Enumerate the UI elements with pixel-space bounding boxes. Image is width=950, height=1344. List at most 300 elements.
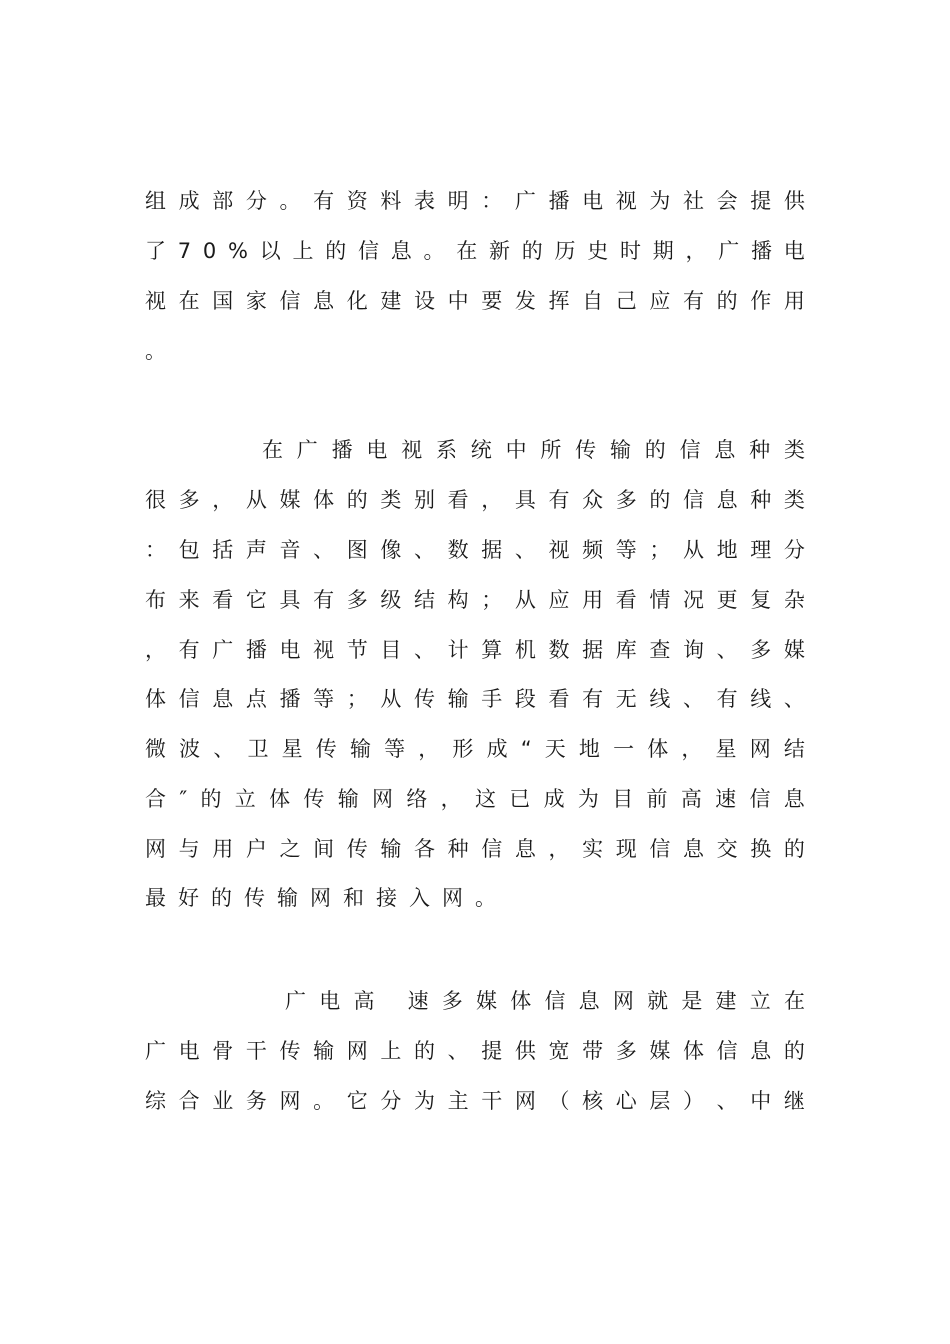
text-char: 播 xyxy=(245,638,267,662)
text-char: 、 xyxy=(414,638,435,662)
text-char: 的 xyxy=(325,239,347,263)
text-char: 信 xyxy=(749,787,771,811)
text-char: 国 xyxy=(212,289,234,313)
text-char: 多 xyxy=(441,989,463,1013)
text-char: 杂 xyxy=(783,588,805,612)
text-char: 电 xyxy=(178,1039,200,1063)
text-char: 为 xyxy=(577,787,599,811)
text-char: 统 xyxy=(470,438,492,462)
text-char: 应 xyxy=(649,289,671,313)
text-char: 看 xyxy=(212,588,234,612)
text-char: 节 xyxy=(346,638,368,662)
text-char: ， xyxy=(681,737,703,761)
paragraph-1-line-2 xyxy=(145,236,805,266)
text-char: 成 xyxy=(486,737,508,761)
text-char: 看 xyxy=(548,687,570,711)
text-char: 会 xyxy=(716,189,738,213)
text-char: 输 xyxy=(349,737,371,761)
text-char: 信 xyxy=(649,837,671,861)
text-char: 它 xyxy=(346,1089,368,1113)
text-char: 点 xyxy=(245,687,267,711)
text-char: 成 xyxy=(178,189,200,213)
text-char: 各 xyxy=(414,837,435,861)
text-char: 类 xyxy=(783,488,805,512)
text-char: 建 xyxy=(715,989,737,1013)
text-char: 有 xyxy=(683,289,704,313)
paragraph-3-line-3 xyxy=(145,1086,805,1116)
text-char: 的 xyxy=(346,488,368,512)
text-char: 社 xyxy=(683,189,704,213)
text-char: 很 xyxy=(145,488,166,512)
text-char: 息 xyxy=(514,837,536,861)
text-char: 的 xyxy=(716,289,738,313)
paragraph-2-line-7 xyxy=(145,734,805,764)
text-char: 计 xyxy=(447,638,469,662)
text-char: 有 xyxy=(313,189,335,213)
text-char: 期 xyxy=(652,239,674,263)
text-char: 卫 xyxy=(247,737,269,761)
text-char: 息 xyxy=(714,438,736,462)
text-char: 级 xyxy=(380,588,402,612)
text-char: 音 xyxy=(279,538,301,562)
text-char: 构 xyxy=(447,588,469,612)
text-char: 媒 xyxy=(783,638,805,662)
text-char: 布 xyxy=(145,588,166,612)
text-char: 网 xyxy=(442,886,463,910)
text-char: 新 xyxy=(488,239,510,263)
text-char: 带 xyxy=(582,1039,604,1063)
text-char: 、 xyxy=(783,687,805,711)
text-char: 传 xyxy=(303,787,325,811)
text-char: 输 xyxy=(313,1039,335,1063)
text-char: 时 xyxy=(619,239,641,263)
text-char: 高 xyxy=(353,989,375,1013)
text-char: 体 xyxy=(510,989,532,1013)
text-char: 从 xyxy=(514,588,536,612)
text-char: 息 xyxy=(783,787,805,811)
text-char: 库 xyxy=(615,638,637,662)
text-char: 种 xyxy=(749,438,771,462)
text-char: 输 xyxy=(337,787,359,811)
text-char: 为 xyxy=(414,1089,435,1113)
text-char: 实 xyxy=(582,837,604,861)
text-char: 息 xyxy=(390,239,412,263)
text-char: 、 xyxy=(414,538,435,562)
text-char: 传 xyxy=(575,438,597,462)
text-char: 复 xyxy=(750,588,772,612)
text-char: 与 xyxy=(178,837,200,861)
text-char: 建 xyxy=(380,289,402,313)
text-char: 在 xyxy=(178,289,200,313)
text-char: 播 xyxy=(548,189,570,213)
text-char: 信 xyxy=(716,1039,738,1063)
text-char: 种 xyxy=(447,837,469,861)
text-char: 己 xyxy=(615,289,637,313)
text-char: 。 xyxy=(313,1089,335,1113)
text-char: 中 xyxy=(505,438,527,462)
text-char: 、 xyxy=(213,737,235,761)
text-char: 换 xyxy=(750,837,772,861)
text-char: 理 xyxy=(750,538,772,562)
text-char: 体 xyxy=(313,488,335,512)
text-char: 分 xyxy=(783,538,805,562)
text-char: 有 xyxy=(313,588,335,612)
paragraph-3-line-1 xyxy=(285,986,805,1016)
paragraph-2-line-5 xyxy=(145,635,805,665)
text-char: 之 xyxy=(279,837,301,861)
text-char: 继 xyxy=(783,1089,805,1113)
text-char: 、 xyxy=(716,1089,738,1113)
text-char: 种 xyxy=(750,488,772,512)
text-char: 括 xyxy=(212,538,234,562)
text-char: 广 xyxy=(296,438,318,462)
text-char: 家 xyxy=(245,289,267,313)
text-char: ″ xyxy=(179,787,188,811)
text-char: 息 xyxy=(212,687,234,711)
text-char: 形 xyxy=(452,737,474,761)
text-char: 从 xyxy=(245,488,267,512)
text-char: 息 xyxy=(578,989,600,1013)
text-char: ， xyxy=(418,737,440,761)
text-char: 组 xyxy=(145,189,166,213)
text-char: 播 xyxy=(331,438,353,462)
paragraph-1-line-3 xyxy=(145,286,805,316)
text-char: 播 xyxy=(750,239,772,263)
text-char: ， xyxy=(685,239,707,263)
text-char: 电 xyxy=(366,438,388,462)
text-char: 有 xyxy=(178,638,200,662)
text-char: 挥 xyxy=(548,289,570,313)
text-char: 干 xyxy=(481,1089,503,1113)
text-char: 、 xyxy=(514,538,536,562)
text-char: 从 xyxy=(380,687,402,711)
text-char: 综 xyxy=(145,1089,166,1113)
text-char: 息 xyxy=(683,837,704,861)
text-char: 结 xyxy=(414,588,435,612)
text-char: ， xyxy=(481,488,503,512)
text-char: 地 xyxy=(716,538,738,562)
text-char: 手 xyxy=(481,687,503,711)
text-char: 间 xyxy=(313,837,335,861)
text-char: 立 xyxy=(234,787,256,811)
text-char: 体 xyxy=(683,1039,704,1063)
text-char: 现 xyxy=(615,837,637,861)
text-char: 资 xyxy=(346,189,368,213)
text-char: 看 xyxy=(447,488,469,512)
text-char: 分 xyxy=(380,1089,402,1113)
text-char: 视 xyxy=(615,189,637,213)
text-char: （ xyxy=(548,1089,570,1113)
text-char: 提 xyxy=(750,189,772,213)
text-char: 这 xyxy=(474,787,496,811)
text-char: 。 xyxy=(145,339,166,363)
text-char: 层 xyxy=(649,1089,671,1113)
text-char: 一 xyxy=(613,737,635,761)
text-char: 无 xyxy=(615,687,637,711)
text-char: 目 xyxy=(612,787,634,811)
text-char: 网 xyxy=(310,886,331,910)
text-char: 广 xyxy=(212,638,234,662)
text-char: 传 xyxy=(346,837,368,861)
text-char: 具 xyxy=(514,488,536,512)
text-char: 是 xyxy=(681,989,703,1013)
text-char: 结 xyxy=(783,737,805,761)
text-char: 表 xyxy=(414,189,435,213)
text-char: 频 xyxy=(582,538,604,562)
text-char: 速 xyxy=(407,989,429,1013)
text-char: 的 xyxy=(649,488,671,512)
text-char: 合 xyxy=(178,1089,200,1113)
text-char: 看 xyxy=(615,588,637,612)
text-char: 的 xyxy=(644,438,666,462)
text-char: ： xyxy=(481,189,503,213)
text-char: 多 xyxy=(178,488,200,512)
text-char: 核 xyxy=(582,1089,604,1113)
text-char: 中 xyxy=(447,289,469,313)
text-char: 息 xyxy=(750,1039,772,1063)
text-char: 的 xyxy=(521,239,543,263)
text-char: ： xyxy=(145,538,166,562)
text-char: 电 xyxy=(279,638,301,662)
text-char: 广 xyxy=(514,189,536,213)
paragraph-2-line-9 xyxy=(145,834,805,864)
text-char: 等 xyxy=(384,737,406,761)
text-char: 信 xyxy=(357,239,379,263)
text-char: 合 xyxy=(145,787,166,811)
text-char: 分 xyxy=(245,189,267,213)
text-char: 询 xyxy=(683,638,704,662)
text-char: 视 xyxy=(548,538,570,562)
text-char: 多 xyxy=(615,1039,637,1063)
text-char: 有 xyxy=(582,687,604,711)
text-char: 算 xyxy=(481,638,503,662)
text-char: 。 xyxy=(423,239,445,263)
text-char: 务 xyxy=(245,1089,267,1113)
text-char: 目 xyxy=(380,638,402,662)
text-char: 要 xyxy=(481,289,503,313)
text-char: 用 xyxy=(212,837,234,861)
text-char: 地 xyxy=(578,737,600,761)
text-char: 系 xyxy=(435,438,457,462)
text-char: ， xyxy=(548,837,570,861)
text-char xyxy=(388,986,395,1016)
text-char: 广 xyxy=(718,239,740,263)
text-char: 化 xyxy=(346,289,368,313)
text-char: 信 xyxy=(679,438,701,462)
text-char: ； xyxy=(346,687,368,711)
text-char: 视 xyxy=(401,438,423,462)
text-char: 网 xyxy=(612,989,634,1013)
text-char: 了 xyxy=(145,239,166,263)
text-char: 广 xyxy=(285,989,306,1013)
paragraph-1-line-1 xyxy=(145,186,805,216)
text-char: % xyxy=(228,239,248,263)
text-char: 息 xyxy=(313,289,335,313)
text-char: 、 xyxy=(447,1039,469,1063)
text-char: 的 xyxy=(211,886,232,910)
text-char: 应 xyxy=(548,588,570,612)
text-char: 网 xyxy=(279,1089,301,1113)
text-char: 有 xyxy=(716,687,738,711)
text-char: 以 xyxy=(259,239,281,263)
text-char: 从 xyxy=(683,538,704,562)
text-char: 明 xyxy=(447,189,469,213)
text-char: 查 xyxy=(649,638,671,662)
text-char: 心 xyxy=(615,1089,637,1113)
text-char: 输 xyxy=(277,886,298,910)
text-char: ） xyxy=(683,1089,704,1113)
text-char: 设 xyxy=(414,289,435,313)
text-char: 前 xyxy=(646,787,668,811)
paragraph-2-line-1 xyxy=(262,435,805,465)
text-char: ， xyxy=(145,638,166,662)
text-char: 媒 xyxy=(649,1039,671,1063)
text-char: 自 xyxy=(582,289,604,313)
text-char: 输 xyxy=(380,837,402,861)
text-char: 天 xyxy=(544,737,566,761)
text-char: 中 xyxy=(750,1089,772,1113)
text-char: 包 xyxy=(178,538,200,562)
text-char: 多 xyxy=(346,588,368,612)
text-char: 业 xyxy=(212,1089,234,1113)
text-char: 输 xyxy=(447,687,469,711)
text-char: 好 xyxy=(178,886,199,910)
text-char: 的 xyxy=(783,1039,805,1063)
text-char: 媒 xyxy=(476,989,497,1013)
text-char: 微 xyxy=(145,737,166,761)
text-char: 类 xyxy=(783,438,805,462)
text-char: 网 xyxy=(145,837,166,861)
text-char: 部 xyxy=(212,189,234,213)
text-char: 史 xyxy=(587,239,609,263)
text-char: 电 xyxy=(319,989,341,1013)
text-char: 多 xyxy=(615,488,637,512)
paragraph-2-line-8 xyxy=(145,784,805,814)
text-char: 数 xyxy=(548,638,570,662)
paragraph-2-line-6 xyxy=(145,684,805,714)
text-char: 别 xyxy=(414,488,435,512)
text-char: 传 xyxy=(414,687,435,711)
text-char: 用 xyxy=(783,289,805,313)
text-char: 传 xyxy=(244,886,265,910)
text-char: 信 xyxy=(683,488,704,512)
text-char: 信 xyxy=(279,289,301,313)
text-char: 已 xyxy=(509,787,531,811)
text-char: 体 xyxy=(269,787,291,811)
text-char: 。 xyxy=(475,886,496,910)
text-char: 众 xyxy=(582,488,604,512)
text-char: 具 xyxy=(279,588,301,612)
text-char: 图 xyxy=(346,538,368,562)
text-char: 有 xyxy=(548,488,570,512)
text-char: 声 xyxy=(245,538,267,562)
text-char: 多 xyxy=(750,638,772,662)
text-char: 情 xyxy=(649,588,671,612)
text-char: 料 xyxy=(380,189,402,213)
text-char: 交 xyxy=(716,837,738,861)
text-char: 络 xyxy=(406,787,428,811)
text-char: 体 xyxy=(647,737,669,761)
text-char: 用 xyxy=(582,588,604,612)
text-char: 在 xyxy=(262,438,283,462)
paragraph-1-line-4 xyxy=(145,336,805,366)
text-char: 信 xyxy=(481,837,503,861)
text-char: 视 xyxy=(145,289,166,313)
text-char: 线 xyxy=(750,687,772,711)
text-char: 供 xyxy=(783,189,805,213)
text-char: 干 xyxy=(245,1039,267,1063)
text-char: 、 xyxy=(716,638,738,662)
text-char: 等 xyxy=(615,538,637,562)
text-char: 媒 xyxy=(279,488,301,512)
text-char: 据 xyxy=(481,538,503,562)
text-char: 据 xyxy=(582,638,604,662)
text-char: 入 xyxy=(409,886,430,910)
paragraph-2-line-4 xyxy=(145,585,805,615)
text-char: 数 xyxy=(447,538,469,562)
text-char: 类 xyxy=(380,488,402,512)
text-char: 息 xyxy=(716,488,738,512)
text-char: 来 xyxy=(178,588,200,612)
text-char: 广 xyxy=(145,1039,166,1063)
text-char: 就 xyxy=(647,989,669,1013)
text-char: 更 xyxy=(716,588,738,612)
text-char: 提 xyxy=(481,1039,503,1063)
text-char: 体 xyxy=(145,687,166,711)
text-char: 最 xyxy=(145,886,166,910)
text-char: 0 xyxy=(202,239,217,263)
text-char: 上 xyxy=(292,239,314,263)
text-char: ； xyxy=(649,538,671,562)
text-char: ， xyxy=(440,787,462,811)
text-char: 等 xyxy=(313,687,335,711)
text-char: 的 xyxy=(200,787,222,811)
paragraph-3-line-2 xyxy=(145,1036,805,1066)
text-char: ； xyxy=(481,588,503,612)
text-char: 高 xyxy=(680,787,702,811)
text-char: 信 xyxy=(178,687,200,711)
text-char: 为 xyxy=(649,189,671,213)
text-char: 波 xyxy=(179,737,201,761)
text-char: 、 xyxy=(683,687,704,711)
text-char: 网 xyxy=(346,1039,368,1063)
text-char: 况 xyxy=(683,588,704,612)
text-char: 供 xyxy=(514,1039,536,1063)
text-char: 星 xyxy=(715,737,737,761)
text-char: 网 xyxy=(372,787,394,811)
text-char: 作 xyxy=(750,289,772,313)
text-char: 历 xyxy=(554,239,576,263)
text-char: 电 xyxy=(783,239,805,263)
text-char: 线 xyxy=(649,687,671,711)
text-char: 星 xyxy=(281,737,303,761)
text-char: 。 xyxy=(279,189,301,213)
text-char: 成 xyxy=(543,787,565,811)
text-char: 和 xyxy=(343,886,364,910)
text-char: 电 xyxy=(582,189,604,213)
text-char: 视 xyxy=(313,638,335,662)
text-char: 传 xyxy=(315,737,337,761)
text-char: 主 xyxy=(447,1089,469,1113)
text-char: 的 xyxy=(414,1039,435,1063)
text-char: 它 xyxy=(245,588,267,612)
text-char: 在 xyxy=(456,239,478,263)
text-char: 7 xyxy=(177,239,192,263)
text-char: 发 xyxy=(514,289,536,313)
text-char: 上 xyxy=(380,1039,402,1063)
text-char: ， xyxy=(212,488,234,512)
text-char: 网 xyxy=(514,1089,536,1113)
